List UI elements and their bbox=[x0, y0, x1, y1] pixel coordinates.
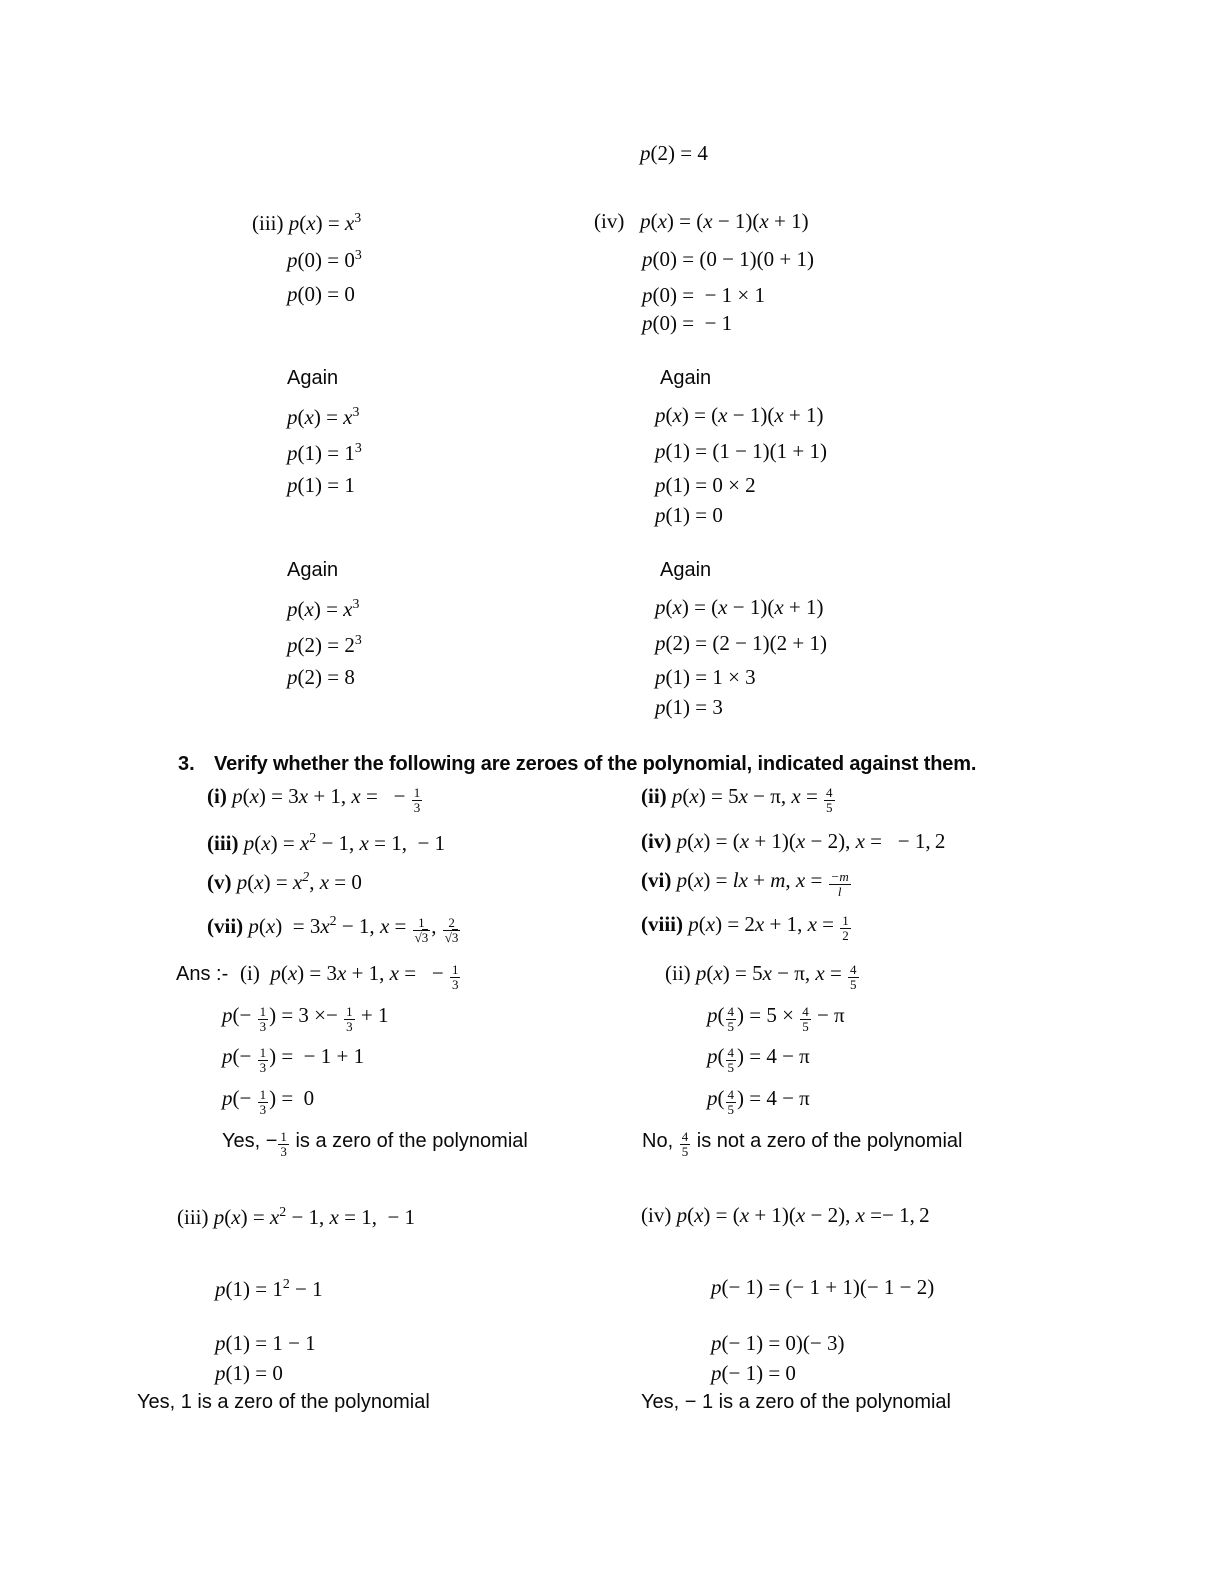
answer-iii-step-3: p(1) = 0 bbox=[215, 1361, 283, 1385]
answer-ii-conclusion-suffix: is not a zero of the polynomial bbox=[696, 1130, 963, 1153]
again2-left-step-1: $p(x) = x^3$ bbox=[287, 596, 360, 621]
question-item-iv: (iv) p(x) = (x + 1)(x − 2), x = − 1, 2 bbox=[641, 829, 946, 853]
again2-right-step-3: p(1) = 1 × 3 bbox=[655, 665, 756, 689]
question-item-i: (i) p(x) = 3x + 1, x = − $\frac{1}{3}$ bbox=[207, 784, 421, 815]
again2-right-step-1: p(x) = (x − 1)(x + 1) bbox=[655, 595, 824, 619]
part-iv-step-3: p(0) = − 1 bbox=[642, 311, 733, 335]
again1-left-step-1: $p(x) = x^3$ bbox=[287, 404, 360, 429]
again-label-right-2: Again bbox=[660, 559, 712, 581]
again2-right-step-4: p(1) = 3 bbox=[655, 695, 723, 719]
answer-iii-step-2: p(1) = 1 − 1 bbox=[215, 1331, 316, 1355]
part-iii-step-2: p(0) = 0 bbox=[287, 282, 355, 306]
again-label-left-2: Again bbox=[287, 559, 339, 581]
again1-right-step-3: p(1) = 0 × 2 bbox=[655, 473, 756, 497]
question-item-vii: (vii) $p(x) = 3x^2 - 1$, x = $\frac{1}{√3}$ , $\frac{2}{√3}$ bbox=[207, 913, 459, 945]
question-item-ii: (ii) p(x) = 5x − π, x = $\frac{4}{5}$ bbox=[641, 784, 833, 815]
question-3-number: 3. bbox=[178, 753, 195, 775]
answer-i-step-1: p(− $\frac{1}{3}$ ) = 3 ×− $\frac{1}{3}$ + 1 bbox=[222, 1003, 389, 1034]
again2-left-step-2: $p(2) = 2^3$ bbox=[287, 632, 362, 657]
answer-iv-conclusion: Yes, − 1 is a zero of the polynomial bbox=[641, 1391, 951, 1413]
again1-right-step-2: p(1) = (1 − 1)(1 + 1) bbox=[655, 439, 827, 463]
answer-iii-step-1: $p(1) = 1^2 - 1$ bbox=[215, 1276, 323, 1301]
again-label-left-1: Again bbox=[287, 367, 339, 389]
again2-left-step-3: p(2) = 8 bbox=[287, 665, 355, 689]
carryover-equation: p(2) = 4 bbox=[640, 141, 708, 165]
question-item-vi: (vi) p(x) = lx + m, x = $\frac{-m}{l}$ bbox=[641, 868, 849, 899]
answer-ii-step-3: p( $\frac{4}{5}$ ) = 4 − π bbox=[707, 1086, 810, 1117]
answer-i-conclusion: Yes, − $\frac{1}{3}$ is a zero of the polynomial bbox=[222, 1129, 528, 1159]
part-iv-step-2: p(0) = − 1 × 1 bbox=[642, 283, 766, 307]
answer-ii-conclusion: No, $\frac{4}{5}$ is not a zero of the polynomial bbox=[642, 1129, 963, 1159]
answer-i-conclusion-prefix: Yes, − bbox=[222, 1130, 278, 1153]
answer-i-statement: (i) p(x) = 3x + 1, x = − $\frac{1}{3}$ bbox=[240, 961, 459, 992]
answer-iv-step-1: p(− 1) = (− 1 + 1)(− 1 − 2) bbox=[711, 1275, 935, 1299]
again2-right-step-2: p(2) = (2 − 1)(2 + 1) bbox=[655, 631, 827, 655]
answer-i-step-2: p(− $\frac{1}{3}$ ) = − 1 + 1 bbox=[222, 1044, 365, 1075]
again1-left-step-2: $p(1) = 1^3$ bbox=[287, 440, 362, 465]
again-label-right-1: Again bbox=[660, 367, 712, 389]
again1-right-step-1: p(x) = (x − 1)(x + 1) bbox=[655, 403, 824, 427]
question-item-iii: (iii) $p(x) = x^2 - 1$, x = 1, − 1 bbox=[207, 830, 446, 855]
part-iv-step-1: p(0) = (0 − 1)(0 + 1) bbox=[642, 247, 814, 271]
answer-i-step-3: p(− $\frac{1}{3}$ ) = 0 bbox=[222, 1086, 315, 1117]
answer-iii-statement: (iii) $p(x) = x^2 - 1$, x = 1, − 1 bbox=[177, 1204, 416, 1229]
answer-prefix: Ans :- bbox=[176, 963, 229, 985]
question-item-v: (v) $p(x) = x^2$, x = 0 bbox=[207, 869, 362, 894]
answer-i-conclusion-suffix: is a zero of the polynomial bbox=[295, 1130, 528, 1153]
answer-ii-statement: (ii) p(x) = 5x − π, x = $\frac{4}{5}$ bbox=[665, 961, 857, 992]
part-iv-label-line: (iv) p(x) = (x − 1)(x + 1) bbox=[594, 209, 809, 233]
answer-iii-conclusion: Yes, 1 is a zero of the polynomial bbox=[137, 1391, 430, 1413]
answer-ii-conclusion-prefix: No, bbox=[642, 1130, 674, 1153]
answer-iv-step-3: p(− 1) = 0 bbox=[711, 1361, 796, 1385]
answer-iv-statement: (iv) p(x) = (x + 1)(x − 2), x =− 1, 2 bbox=[641, 1203, 930, 1227]
answer-ii-step-2: p( $\frac{4}{5}$ ) = 4 − π bbox=[707, 1044, 810, 1075]
part-iii-step-1: $p(0) = 0^3$ bbox=[287, 247, 362, 272]
question-item-viii: (viii) p(x) = 2x + 1, x = $\frac{1}{2}$ bbox=[641, 912, 849, 943]
question-3-prompt: Verify whether the following are zeroes of the polynomial, indicated against them. bbox=[214, 753, 977, 775]
again1-left-step-3: p(1) = 1 bbox=[287, 473, 355, 497]
part-iii-label-line: (iii) $p(x) = x^3$ bbox=[252, 210, 362, 235]
again1-right-step-4: p(1) = 0 bbox=[655, 503, 723, 527]
answer-iv-step-2: p(− 1) = 0)(− 3) bbox=[711, 1331, 845, 1355]
answer-ii-step-1: p( $\frac{4}{5}$ ) = 5 × $\frac{4}{5}$ − π bbox=[707, 1003, 845, 1034]
